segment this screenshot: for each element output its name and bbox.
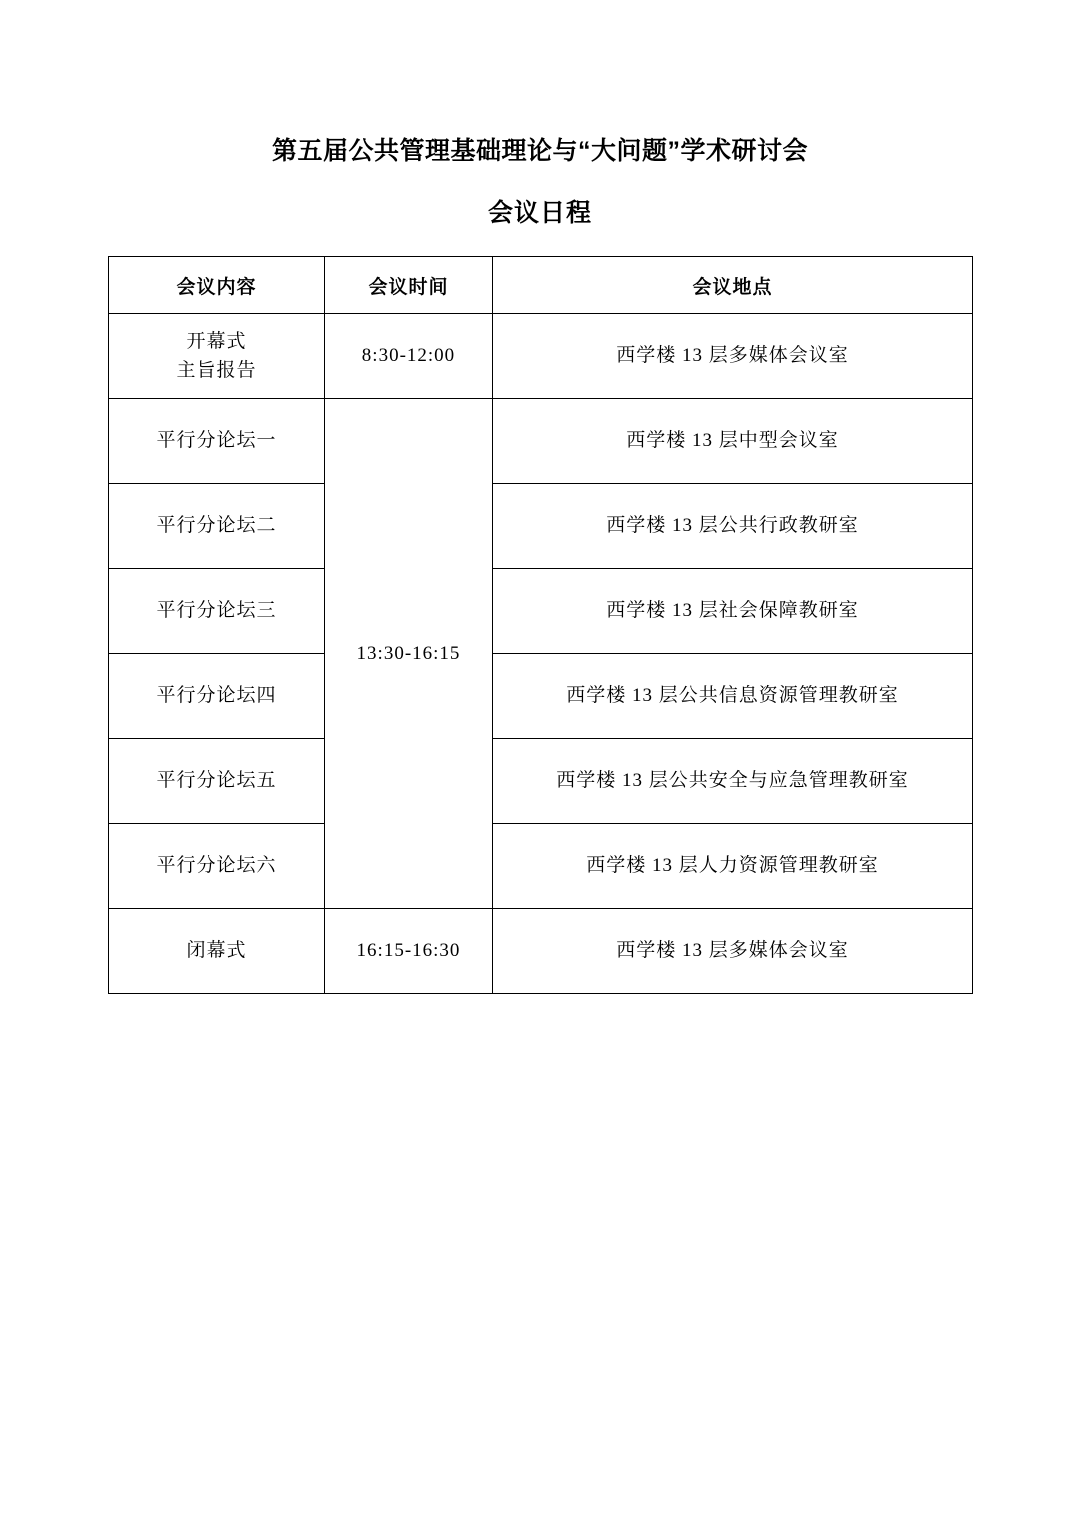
cell-place-closing: 西学楼 13 层多媒体会议室 xyxy=(493,909,973,994)
cell-place-forum-5: 西学楼 13 层公共安全与应急管理教研室 xyxy=(493,739,973,824)
cell-time-closing: 16:15-16:30 xyxy=(325,909,493,994)
table-row xyxy=(109,654,973,739)
keynote-report-label: 主旨报告 xyxy=(176,360,257,381)
cell-content-opening xyxy=(109,314,325,399)
cell-time-morning: 8:30-12:00 xyxy=(325,314,493,399)
table-row xyxy=(109,824,973,909)
cell-content-forum-5: 平行分论坛五 xyxy=(109,739,325,824)
cell-place-forum-1: 西学楼 13 层中型会议室 xyxy=(493,399,973,484)
opening-ceremony-label: 开幕式 xyxy=(186,330,247,352)
cell-content-closing: 闭幕式 xyxy=(109,909,325,994)
schedule-table xyxy=(108,256,973,994)
cell-place-forum-2: 西学楼 13 层公共行政教研室 xyxy=(493,484,973,569)
cell-content-forum-4: 平行分论坛四 xyxy=(109,654,325,739)
column-header-place: 会议地点 xyxy=(493,257,973,314)
cell-place-opening: 西学楼 13 层多媒体会议室 xyxy=(493,314,973,399)
column-header-content: 会议内容 xyxy=(109,257,325,314)
table-row xyxy=(109,314,973,399)
table-row xyxy=(109,909,973,994)
cell-content-forum-3: 平行分论坛三 xyxy=(109,569,325,654)
table-header-row xyxy=(109,257,973,314)
cell-place-forum-6: 西学楼 13 层人力资源管理教研室 xyxy=(493,824,973,909)
page-subtitle: 会议日程 xyxy=(487,199,592,227)
table-row xyxy=(109,484,973,569)
cell-content-forum-6: 平行分论坛六 xyxy=(109,824,325,909)
table-row xyxy=(109,739,973,824)
cell-content-forum-1: 平行分论坛一 xyxy=(109,399,325,484)
table-row xyxy=(109,569,973,654)
cell-content-forum-2: 平行分论坛二 xyxy=(109,484,325,569)
column-header-time: 会议时间 xyxy=(325,257,493,314)
cell-place-forum-3: 西学楼 13 层社会保障教研室 xyxy=(493,569,973,654)
schedule-table-wrapper xyxy=(108,256,972,994)
cell-time-afternoon: 13:30-16:15 xyxy=(325,399,493,909)
table-row xyxy=(109,399,973,484)
page-title: 第五届公共管理基础理论与“大问题”学术研讨会 xyxy=(271,137,808,165)
cell-place-forum-4: 西学楼 13 层公共信息资源管理教研室 xyxy=(493,654,973,739)
